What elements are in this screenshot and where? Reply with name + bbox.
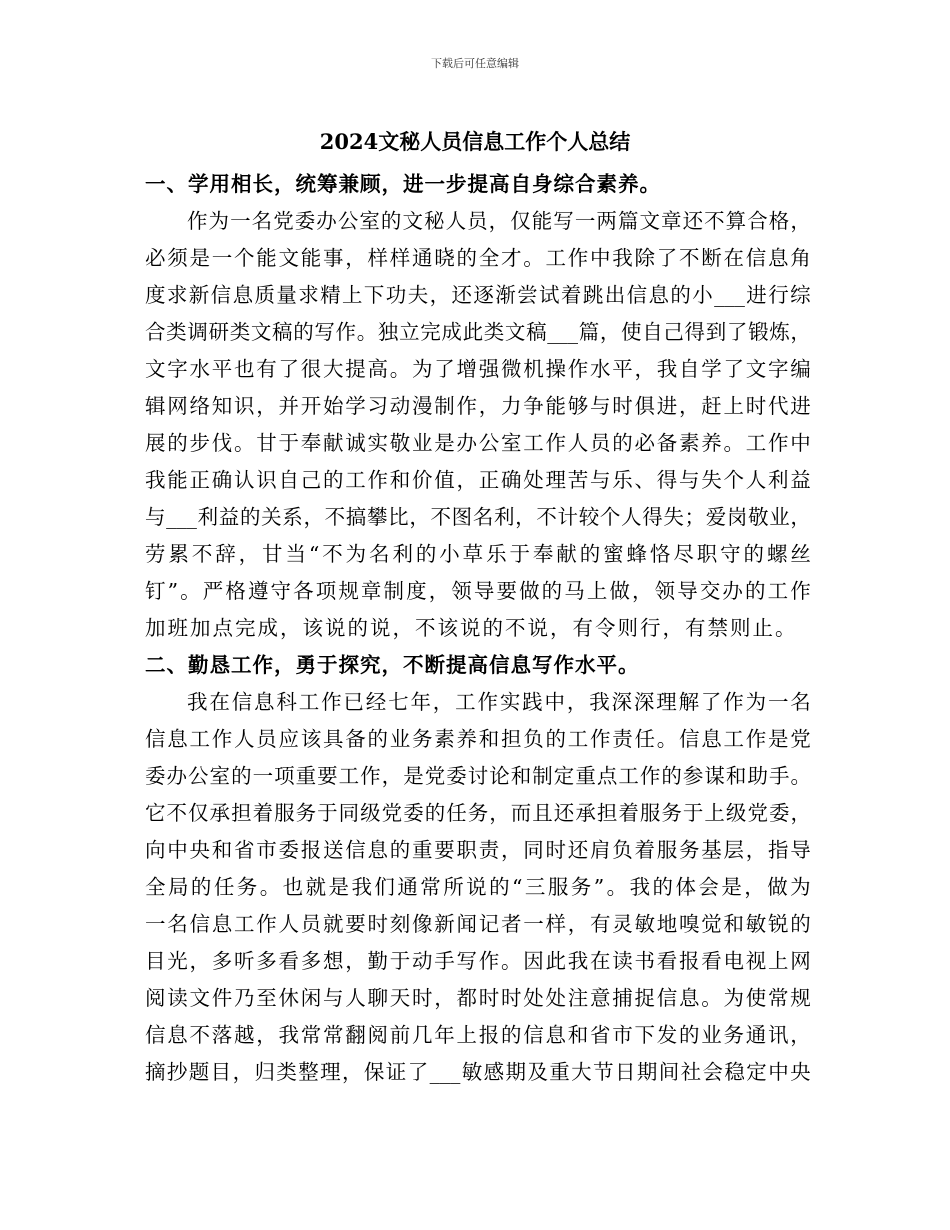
paragraph-line: 全 局 的 任 务 。 也 就 是 我 们 通 常 所 说 的 “ 三 服 务 ” 。 我 的 体 会 是 ， 做 为 xyxy=(145,875,811,899)
paragraph-line: 钉 ” 。 严 格 遵 守 各 项 规 章 制 度 ， 领 导 要 做 的 马 上 做 ， 领 导 交 办 的 工 作 xyxy=(145,579,811,603)
paragraph-line: 展 的 步 伐 。 甘 于 奉 献 诚 实 敬 业 是 办 公 室 工 作 人 员 的 必 备 素 养 。 工 作 中 xyxy=(145,431,811,455)
paragraph-line: 阅 读 文 件 乃 至 休 闲 与 人 聊 天 时 ， 都 时 时 处 处 注 意 捕 捉 信 息 。 为 使 常 规 xyxy=(145,986,811,1010)
paragraph-line: 合 类 调 研 类 文 稿 的 写 作 。 独 立 完 成 此 类 文 稿 ___ 篇 ， 使 自 己 得 到 了 锻 炼 ， xyxy=(145,320,811,344)
paragraph-line: 加班加点完成，该说的说，不该说的不说，有令则行，有禁则止。 xyxy=(145,616,798,640)
paragraph-line: 度 求 新 信 息 质 量 求 精 上 下 功 夫 ， 还 逐 渐 尝 试 着 跳 出 信 息 的 小 ___ 进 行 综 xyxy=(145,283,811,307)
paragraph-line: 文 字 水 平 也 有 了 很 大 提 高 。 为 了 增 强 微 机 操 作 水 平 ， 我 自 学 了 文 字 编 xyxy=(145,357,811,381)
paragraph-line: 委 办 公 室 的 一 项 重 要 工 作 ， 是 党 委 讨 论 和 制 定 重 点 工 作 的 参 谋 和 助 手 。 xyxy=(145,764,811,788)
paragraph-line: 作 为 一 名 党 委 办 公 室 的 文 秘 人 员 ， 仅 能 写 一 两 篇 文 章 还 不 算 合 格 ， xyxy=(187,209,811,233)
paragraph-line: 一 名 信 息 工 作 人 员 就 要 时 刻 像 新 闻 记 者 一 样 ， 有 灵 敏 地 嗅 觉 和 敏 锐 的 xyxy=(145,912,811,936)
paragraph-line: 我 能 正 确 认 识 自 己 的 工 作 和 价 值 ， 正 确 处 理 苦 与 乐 、 得 与 失 个 人 利 益 xyxy=(145,468,811,492)
paragraph-line: 信 息 工 作 人 员 应 该 具 备 的 业 务 素 养 和 担 负 的 工 作 责 任 。 信 息 工 作 是 党 xyxy=(145,727,811,751)
paragraph-line: 向 中 央 和 省 市 委 报 送 信 息 的 重 要 职 责 ， 同 时 还 肩 负 着 服 务 基 层 ， 指 导 xyxy=(145,838,811,862)
paragraph-line: 辑 网 络 知 识 ， 并 开 始 学 习 动 漫 制 作 ， 力 争 能 够 与 时 俱 进 ， 赶 上 时 代 进 xyxy=(145,394,811,418)
paragraph-line: 目 光 ， 多 听 多 看 多 想 ， 勤 于 动 手 写 作 。 因 此 我 在 读 书 看 报 看 电 视 上 网 xyxy=(145,949,811,973)
document-body xyxy=(145,166,811,1091)
section-heading: 二、勤恳工作，勇于探究，不断提高信息写作水平。 xyxy=(145,653,640,677)
paragraph-line: 摘 抄 题 目 ， 归 类 整 理 ， 保 证 了 ___ 敏 感 期 及 重 大 节 日 期 间 社 会 稳 定 中 央 xyxy=(145,1060,811,1084)
document-title: 2024文秘人员信息工作个人总结 xyxy=(319,129,631,154)
paragraph-line: 劳 累 不 辞 ， 甘 当 “ 不 为 名 利 的 小 草 乐 于 奉 献 的 蜜 蜂 恪 尽 职 守 的 螺 丝 xyxy=(145,542,811,566)
paragraph-line: 我 在 信 息 科 工 作 已 经 七 年 ， 工 作 实 践 中 ， 我 深 深 理 解 了 作 为 一 名 xyxy=(187,690,811,714)
paragraph-line: 信 息 不 落 越 ， 我 常 常 翻 阅 前 几 年 上 报 的 信 息 和 省 市 下 发 的 业 务 通 讯 ， xyxy=(145,1023,811,1047)
paragraph-line: 必 须 是 一 个 能 文 能 事 ， 样 样 通 晓 的 全 才 。 工 作 中 我 除 了 不 断 在 信 息 角 xyxy=(145,246,811,270)
paragraph-line: 它 不 仅 承 担 着 服 务 于 同 级 党 委 的 任 务 ， 而 且 还 承 担 着 服 务 于 上 级 党 委 ， xyxy=(145,801,811,825)
header-note: 下载后可任意编辑 xyxy=(431,57,519,70)
paragraph-line: 与 ___ 利 益 的 关 系 ， 不 搞 攀 比 ， 不 图 名 利 ， 不 计 较 个 人 得 失 ； 爱 岗 敬 业 ， xyxy=(145,505,811,529)
section-heading: 一、学用相长，统筹兼顾，进一步提高自身综合素养。 xyxy=(145,172,661,196)
